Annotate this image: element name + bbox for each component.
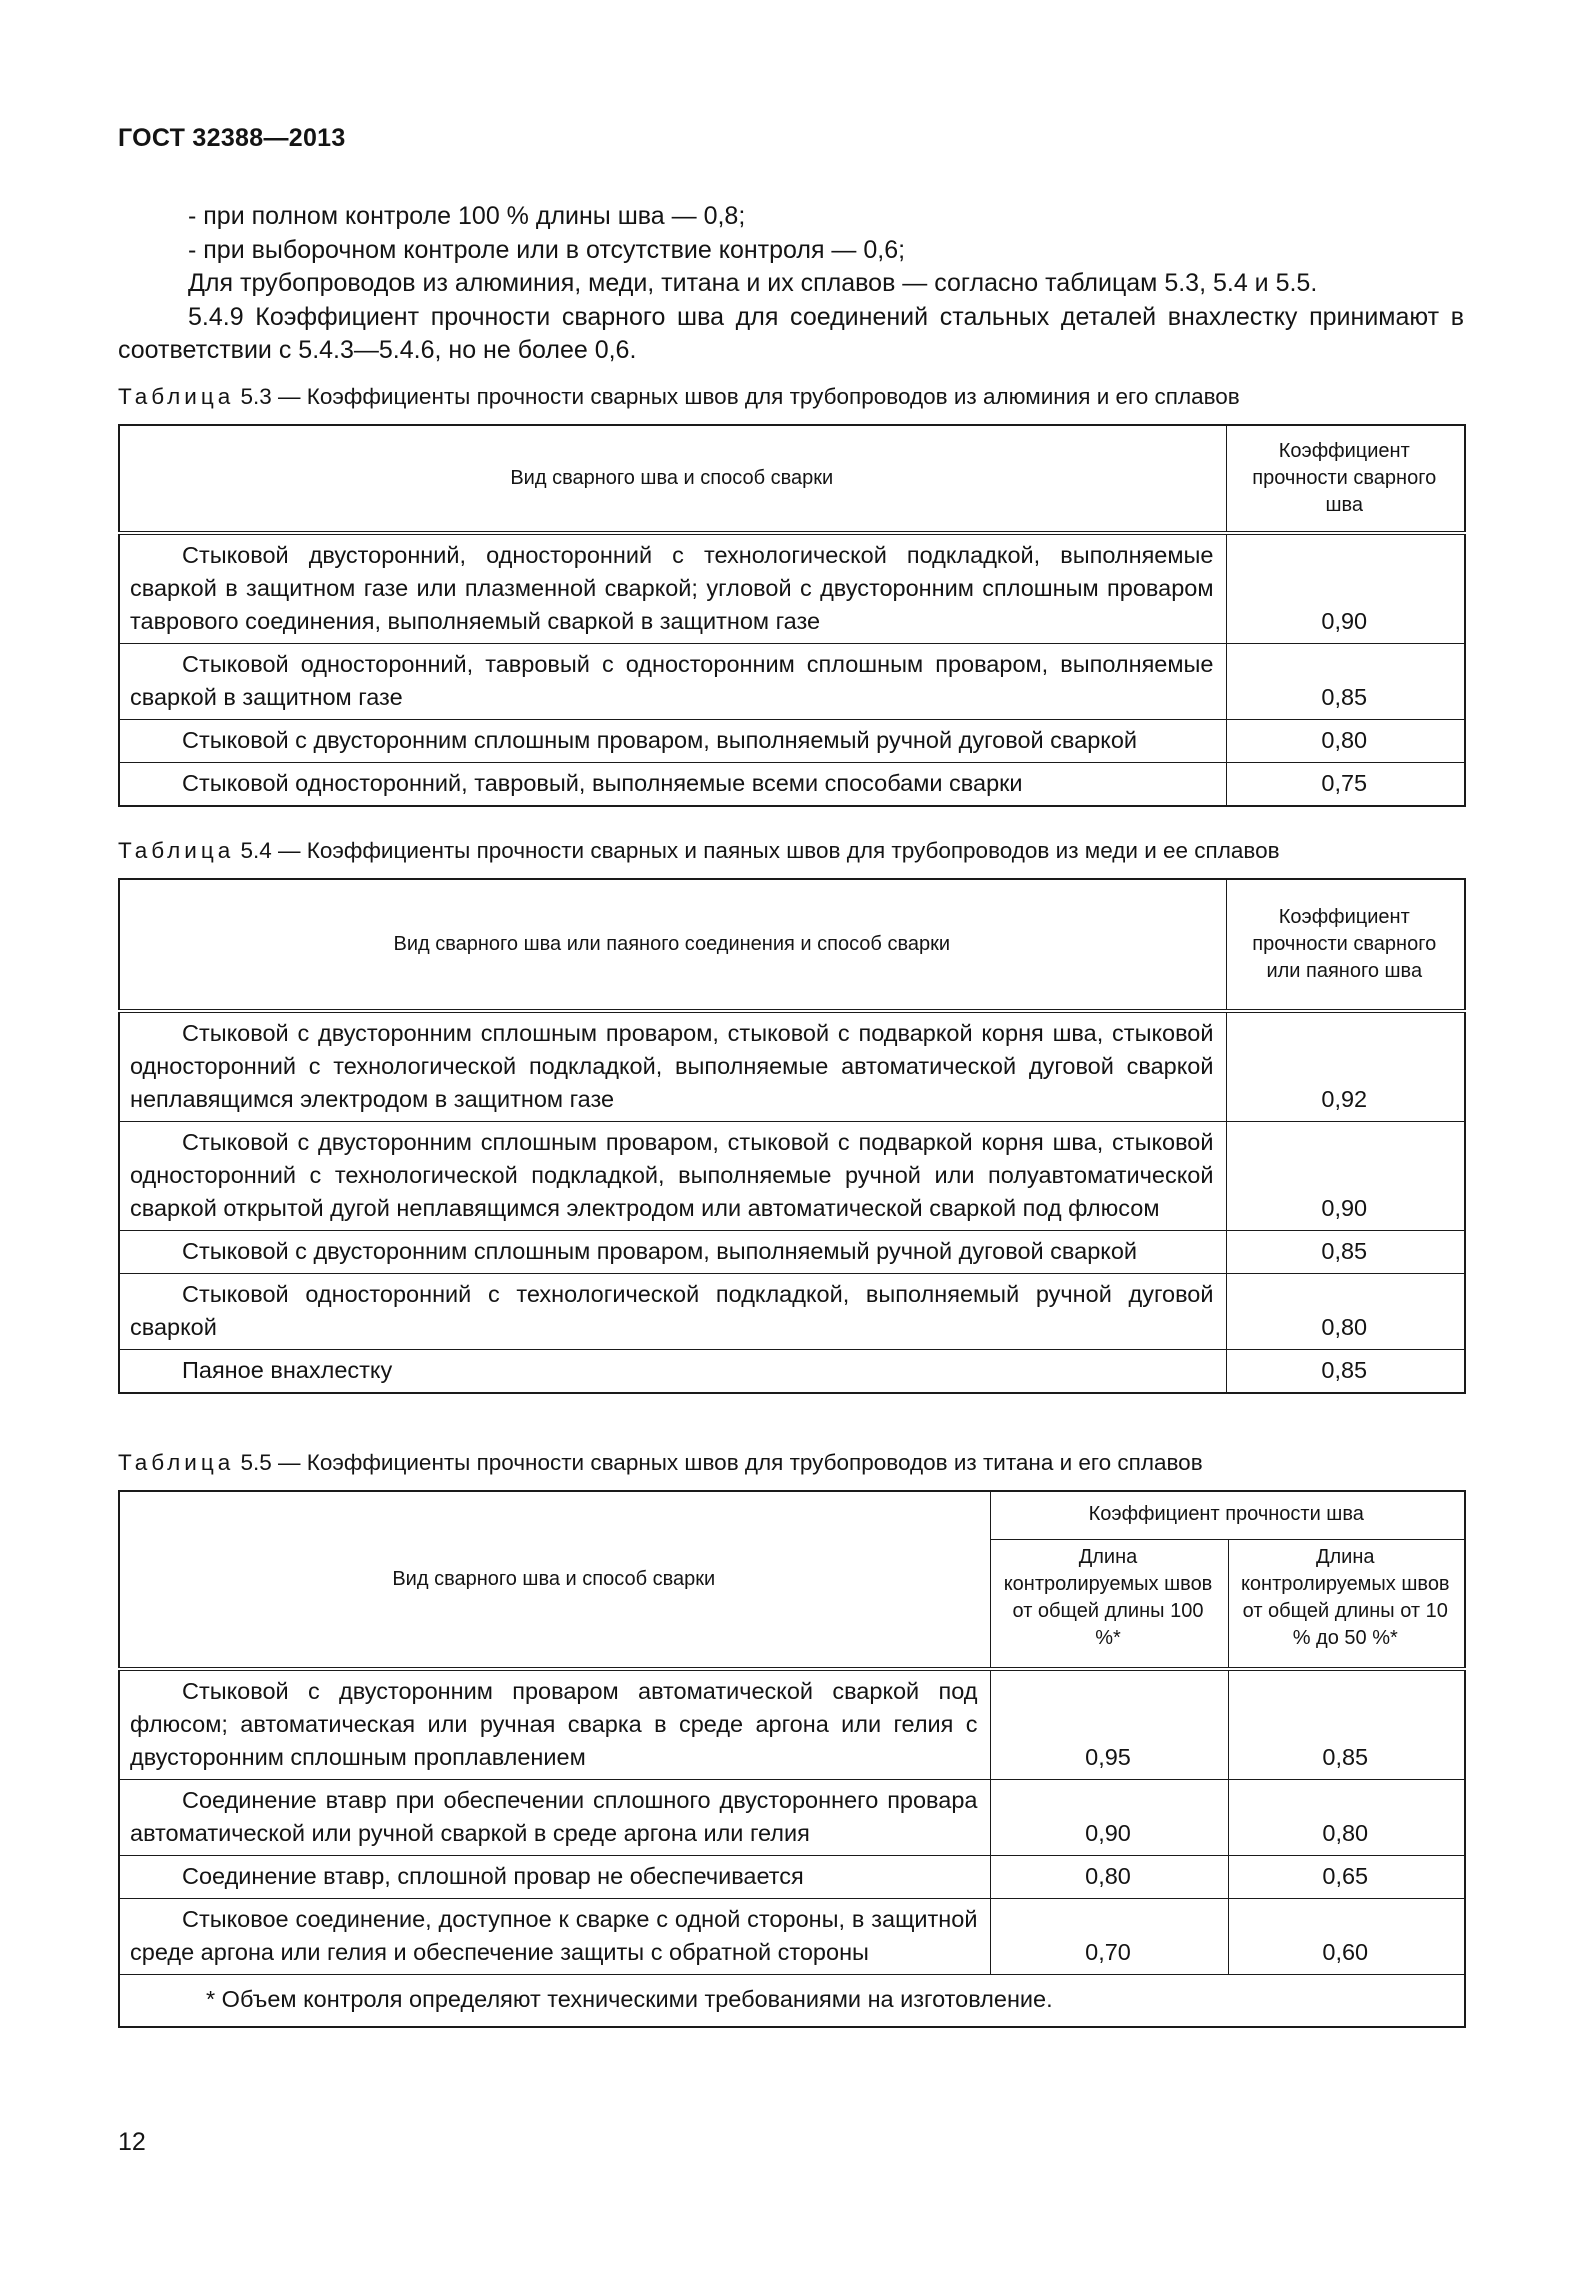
weld-type: Стыковой двусторонний, односторонний с технологической подкладкой, выполняемые сваркой в защитном газе или плазменной сваркой; угловой с двусторонним сплошным проваром таврового соединения, выполняемый сваркой в защитном газе: [119, 533, 1226, 644]
table-row: [119, 720, 1465, 763]
clause-5-4-9: 5.4.9 Коэффициент прочности сварного шва для соединений стальных деталей внахлестку принимают в соответствии с 5.4.3—5.4.6, но не более 0,6.: [118, 302, 1464, 364]
page-number: 12: [118, 2128, 146, 2156]
weld-type: Соединение втавр, сплошной провар не обеспечивается: [119, 1856, 990, 1899]
table-5-4-caption: [118, 838, 1280, 864]
table-5-3: [118, 424, 1466, 807]
coef-value-full: 0,80: [990, 1856, 1228, 1899]
table-5-5: [118, 1490, 1466, 2028]
weld-type: Стыковой с двусторонним сплошным проваром, стыковой с подваркой корня шва, стыковой односторонний с технологической подкладкой, выполняемые автоматической дуговой сваркой неплавящимся электродом в защитном газе: [119, 1011, 1226, 1122]
intro-text: [118, 200, 1464, 368]
table-row: [119, 1350, 1465, 1394]
table-5-4-header-coef: Коэффициент прочности сварного или паяного шва: [1226, 879, 1465, 1011]
caption-text: 5.3 — Коэффициенты прочности сварных швов для трубопроводов из алюминия и его сплавов: [240, 384, 1240, 409]
coef-value-partial: 0,85: [1228, 1669, 1465, 1780]
table-row: [119, 1122, 1465, 1231]
table-5-5-header-group: Коэффициент прочности шва: [990, 1491, 1465, 1539]
weld-type: Стыковое соединение, доступное к сварке с одной стороны, в защитной среде аргона или гелия и обеспечение защиты с обратной стороны: [119, 1899, 990, 1975]
caption-text: 5.5 — Коэффициенты прочности сварных швов для трубопроводов из титана и его сплавов: [240, 1450, 1203, 1475]
coef-value: 0,80: [1226, 720, 1465, 763]
coef-value: 0,75: [1226, 763, 1465, 807]
table-5-5-header-partial: Длина контролируемых швов от общей длины от 10 % до 50 %*: [1228, 1539, 1465, 1669]
table-row: [119, 1231, 1465, 1274]
coef-value-partial: 0,65: [1228, 1856, 1465, 1899]
table-row: [119, 1274, 1465, 1350]
weld-type: Стыковой с двусторонним проваром автоматической сваркой под флюсом; автоматическая или ручная сварка в среде аргона или гелия с двусторонним сплошным проплавлением: [119, 1669, 990, 1780]
table-row: [119, 1011, 1465, 1122]
coef-value: 0,92: [1226, 1011, 1465, 1122]
intro-line-1: - при полном контроле 100 % длины шва — 0,8;: [188, 202, 746, 230]
document-code: ГОСТ 32388—2013: [118, 124, 346, 152]
table-row: [119, 644, 1465, 720]
table-row: [119, 763, 1465, 807]
table-row: [119, 1780, 1465, 1856]
coef-value: 0,85: [1226, 1231, 1465, 1274]
table-row: [119, 1856, 1465, 1899]
caption-text: 5.4 — Коэффициенты прочности сварных и паяных швов для трубопроводов из меди и ее сплавов: [240, 838, 1280, 863]
table-5-4-header-type: Вид сварного шва или паяного соединения и способ сварки: [119, 879, 1226, 1011]
coef-value: 0,85: [1226, 1350, 1465, 1394]
caption-word: Таблица: [118, 1450, 235, 1475]
table-5-4: [118, 878, 1466, 1394]
coef-value-partial: 0,60: [1228, 1899, 1465, 1975]
weld-type: Стыковой с двусторонним сплошным проваром, выполняемый ручной дуговой сваркой: [119, 1231, 1226, 1274]
table-5-5-header-type: Вид сварного шва и способ сварки: [119, 1491, 990, 1669]
weld-type: Паяное внахлестку: [119, 1350, 1226, 1394]
coef-value: 0,90: [1226, 1122, 1465, 1231]
weld-type: Стыковой с двусторонним сплошным проваром, выполняемый ручной дуговой сваркой: [119, 720, 1226, 763]
coef-value-full: 0,95: [990, 1669, 1228, 1780]
table-5-5-header-full: Длина контролируемых швов от общей длины 100 %*: [990, 1539, 1228, 1669]
weld-type: Стыковой односторонний, тавровый с односторонним сплошным проваром, выполняемые сваркой в защитном газе: [119, 644, 1226, 720]
weld-type: Стыковой односторонний, тавровый, выполняемые всеми способами сварки: [119, 763, 1226, 807]
caption-word: Таблица: [118, 838, 235, 863]
table-5-3-header-type: Вид сварного шва и способ сварки: [119, 425, 1226, 533]
coef-value-full: 0,70: [990, 1899, 1228, 1975]
table-row: [119, 1669, 1465, 1780]
table-row: [119, 1899, 1465, 1975]
coef-value-full: 0,90: [990, 1780, 1228, 1856]
table-5-3-caption: [118, 384, 1240, 410]
weld-type: Стыковой односторонний с технологической подкладкой, выполняемый ручной дуговой сваркой: [119, 1274, 1226, 1350]
table-row: [119, 533, 1465, 644]
coef-value: 0,80: [1226, 1274, 1465, 1350]
table-5-5-footnote: * Объем контроля определяют техническими требованиями на изготовление.: [119, 1975, 1465, 2027]
coef-value: 0,90: [1226, 533, 1465, 644]
table-5-3-header-coef: Коэффициент прочности сварного шва: [1226, 425, 1465, 533]
intro-line-2: - при выборочном контроле или в отсутствие контроля — 0,6;: [188, 235, 906, 264]
weld-type: Соединение втавр при обеспечении сплошного двустороннего провара автоматической или ручной сваркой в среде аргона или гелия: [119, 1780, 990, 1856]
weld-type: Стыковой с двусторонним сплошным проваром, стыковой с подваркой корня шва, стыковой односторонний с технологической подкладкой, выполняемые ручной или полуавтоматической сваркой открытой дугой неплавящимся электродом или автоматической сваркой под флюсом: [119, 1122, 1226, 1231]
table-5-5-caption: [118, 1450, 1203, 1476]
intro-line-3: Для трубопроводов из алюминия, меди, титана и их сплавов — согласно таблицам 5.3, 5.4 и 5.5.: [188, 269, 1318, 297]
coef-value: 0,85: [1226, 644, 1465, 720]
caption-word: Таблица: [118, 384, 235, 409]
coef-value-partial: 0,80: [1228, 1780, 1465, 1856]
